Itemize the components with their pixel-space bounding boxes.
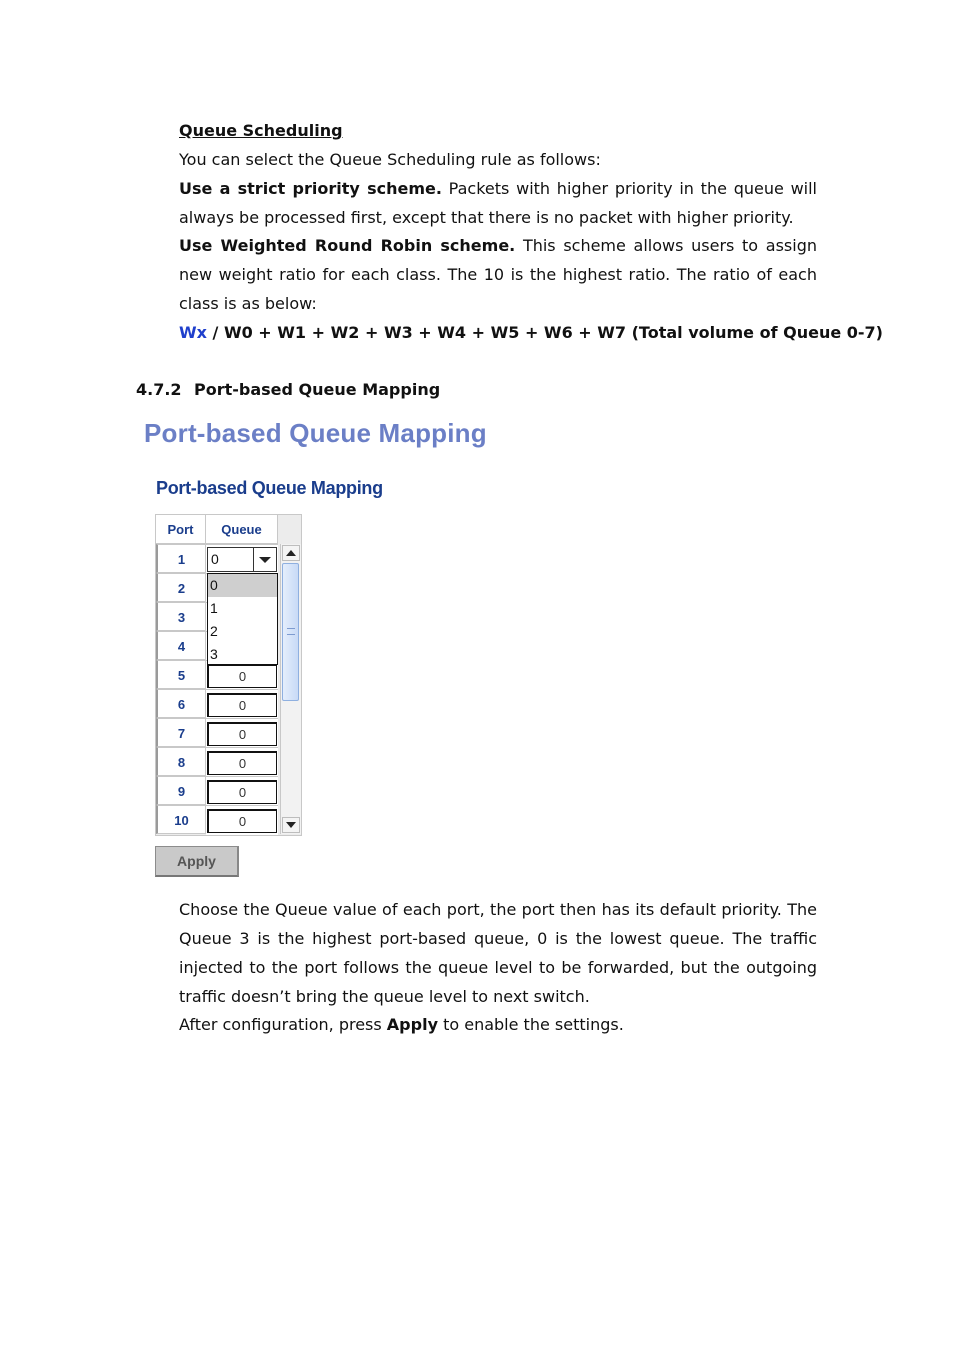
queue-select-value: 0	[211, 551, 219, 567]
port-cell: 4	[156, 631, 206, 660]
dropdown-option[interactable]: 1	[210, 600, 218, 616]
queue-select[interactable]: 0	[207, 693, 277, 717]
port-cell: 7	[156, 718, 206, 747]
scroll-thumb[interactable]	[282, 563, 299, 701]
table-row	[156, 776, 278, 805]
port-queue-table	[155, 514, 302, 836]
port-cell: 6	[156, 689, 206, 718]
formula-rest: / W0 + W1 + W2 + W3 + W4 + W5 + W6 + W7 (Total volume of Queue 0-7)	[206, 323, 883, 342]
ui-page-title: Port-based Queue Mapping	[144, 418, 487, 448]
queue-select[interactable]	[207, 547, 277, 572]
apply-instruction	[179, 1010, 817, 1039]
port-cell: 10	[156, 805, 206, 834]
chevron-down-icon[interactable]	[253, 548, 276, 571]
section-heading	[136, 377, 440, 403]
queue-scheduling-intro: You can select the Queue Scheduling rule as follows:	[179, 150, 601, 169]
queue-select[interactable]: 0	[207, 751, 277, 775]
strict-priority-text: Packets with higher priority in the queue will always be processed first, except that there is no packet with higher priority.	[179, 179, 817, 227]
queue-cell	[206, 805, 278, 835]
wrr-paragraph	[179, 231, 817, 318]
queue-select[interactable]: 0	[207, 780, 277, 804]
queue-cell	[206, 544, 278, 574]
column-header-queue: Queue	[206, 515, 278, 544]
dropdown-option[interactable]: 3	[210, 646, 218, 662]
table-row	[156, 805, 278, 834]
scroll-up-arrow-icon[interactable]	[282, 545, 300, 561]
port-cell: 1	[156, 544, 206, 573]
queue-cell	[206, 747, 278, 777]
port-cell: 5	[156, 660, 206, 689]
vertical-scrollbar[interactable]	[280, 544, 301, 834]
ui-table-title: Port-based Queue Mapping	[156, 478, 383, 498]
queue-cell	[206, 718, 278, 748]
queue-select[interactable]: 0	[207, 722, 277, 746]
queue-cell	[206, 689, 278, 719]
queue-dropdown-list[interactable]	[207, 573, 278, 665]
formula-wx: Wx	[179, 323, 207, 342]
description-paragraph: Choose the Queue value of each port, the port then has its default priority. The Queue 3 is the highest port-based queue, 0 is the lowest queue. The traffic injected to the port follows the queue level to be forwarded, but the outgoing traffic doesn’t bring the queue level to next switch.	[179, 900, 817, 1006]
wrr-formula	[179, 318, 883, 347]
wrr-text: This scheme allows users to assign new weight ratio for each class. The 10 is the highest ratio. The ratio of each class is as below:	[179, 236, 817, 313]
queue-select[interactable]: 0	[207, 664, 277, 688]
dropdown-option[interactable]: 0	[208, 574, 277, 597]
section-title: Port-based Queue Mapping	[194, 380, 441, 399]
table-row	[156, 544, 278, 573]
strict-priority-paragraph	[179, 174, 817, 232]
apply-instruction-bold: Apply	[386, 1015, 438, 1034]
wrr-label: Use Weighted Round Robin scheme.	[179, 236, 516, 255]
table-row	[156, 747, 278, 776]
section-number: 4.7.2	[136, 380, 182, 399]
port-cell: 8	[156, 747, 206, 776]
dropdown-option[interactable]: 2	[210, 623, 218, 639]
queue-cell	[206, 776, 278, 806]
scroll-down-arrow-icon[interactable]	[282, 817, 300, 833]
port-cell: 9	[156, 776, 206, 805]
column-header-port: Port	[156, 515, 206, 544]
port-cell: 2	[156, 573, 206, 602]
queue-select[interactable]: 0	[207, 809, 277, 833]
strict-priority-label: Use a strict priority scheme.	[179, 179, 442, 198]
queue-scheduling-heading: Queue Scheduling	[179, 121, 343, 140]
apply-instruction-pre: After configuration, press	[179, 1015, 387, 1034]
apply-button[interactable]: Apply	[155, 846, 239, 877]
port-cell: 3	[156, 602, 206, 631]
apply-instruction-post: to enable the settings.	[438, 1015, 624, 1034]
table-row	[156, 718, 278, 747]
table-row	[156, 689, 278, 718]
